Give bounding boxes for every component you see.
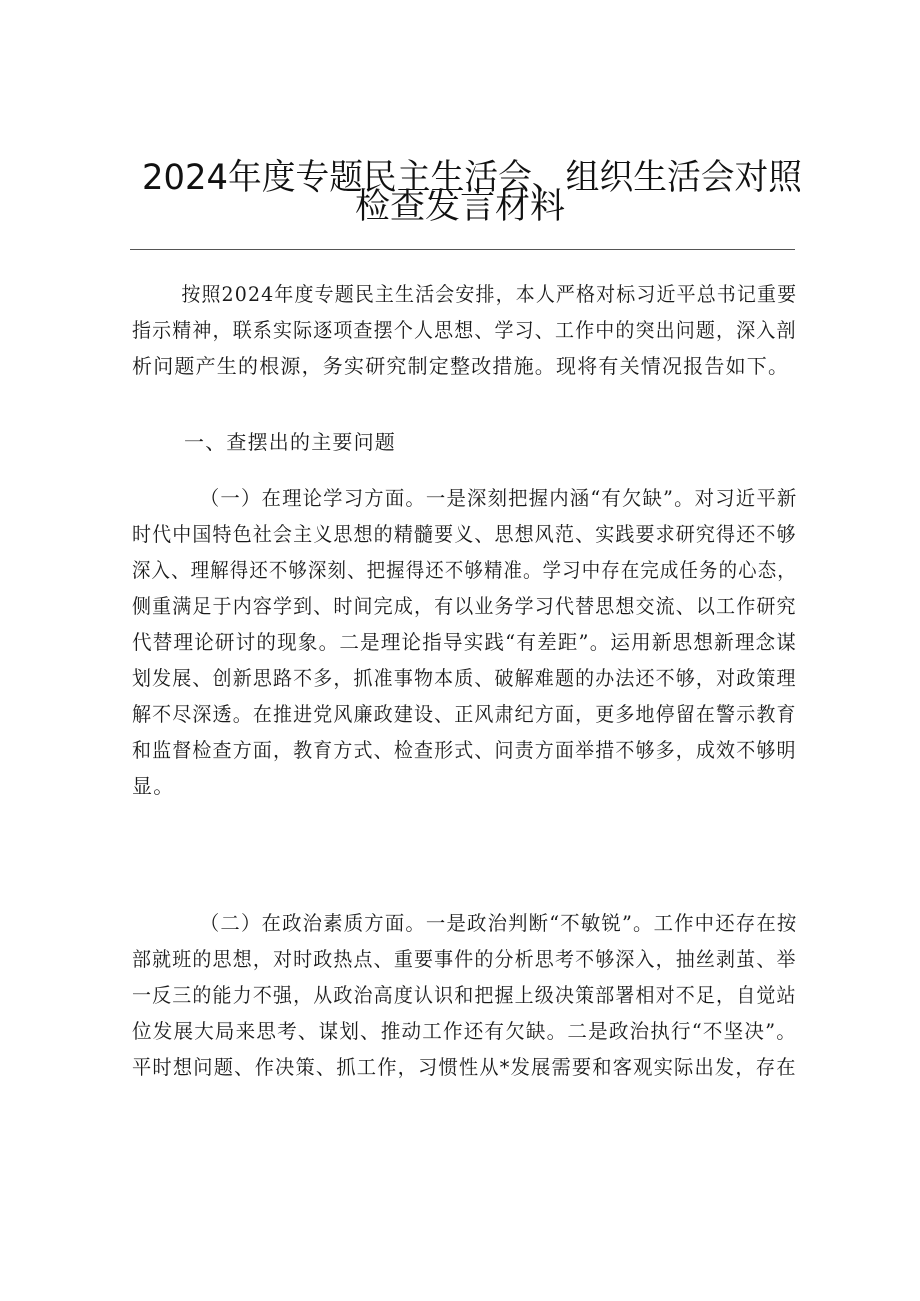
- paragraph-line: 一反三的能力不强，从政治高度认识和把握上级决策部署相对不足，自觉站: [132, 983, 797, 1007]
- paragraph-line: 侧重满足于内容学到、时间完成，有以业务学习代替思想交流、以工作研究: [132, 594, 797, 618]
- paragraph-line: 显。: [132, 774, 175, 798]
- paragraph-line: 时代中国特色社会主义思想的精髓要义、思想风范、实践要求研究得还不够: [132, 522, 797, 546]
- intro-line: 按照2024年度专题民主生活会安排，本人严格对标习近平总书记重要: [181, 282, 798, 306]
- paragraph-line: 划发展、创新思路不多，抓准事物本质、破解难题的办法还不够，对政策理: [132, 666, 797, 690]
- intro-line: 指示精神，联系实际逐项查摆个人思想、学习、工作中的突出问题，深入剖: [132, 318, 797, 342]
- intro-line: 析问题产生的根源，务实研究制定整改措施。现将有关情况报告如下。: [132, 354, 790, 378]
- paragraph-line: 解不尽深透。在推进党风廉政建设、正风肃纪方面，更多地停留在警示教育: [132, 702, 797, 726]
- document-title-line-1: 2024年度专题民主生活会、组织生活会对照: [142, 158, 803, 198]
- paragraph-line: 平时想问题、作决策、抓工作，习惯性从*发展需要和客观实际出发，存在: [132, 1055, 797, 1079]
- paragraph-line: 部就班的思想，对时政热点、重要事件的分析思考不够深入，抽丝剥茧、举: [132, 947, 797, 971]
- paragraph-line: 深入、理解得还不够深刻、把握得还不够精准。学习中存在完成任务的心态，: [132, 558, 797, 582]
- paragraph-line: 代替理论研讨的现象。二是理论指导实践“有差距”。运用新思想新理念谋: [132, 630, 798, 654]
- section-heading: [132, 424, 797, 460]
- intro-paragraph: [132, 276, 797, 384]
- title-divider: [130, 249, 795, 250]
- theory-study-paragraph: [132, 480, 797, 804]
- political-quality-paragraph: [132, 905, 797, 1085]
- paragraph-line: 位发展大局来思考、谋划、推动工作还有欠缺。二是政治执行“不坚决”。: [132, 1019, 798, 1043]
- document-title-line-2: 检查发言材料: [354, 187, 565, 227]
- section-1-heading: 一、查摆出的主要问题: [184, 430, 396, 454]
- paragraph-line: （一）在理论学习方面。一是深刻把握内涵“有欠缺”。对习近平新: [199, 486, 798, 510]
- paragraph-line: 和监督检查方面，教育方式、检查形式、问责方面举措不够多，成效不够明: [132, 738, 797, 762]
- paragraph-line: （二）在政治素质方面。一是政治判断“不敏锐”。工作中还存在按: [199, 911, 798, 935]
